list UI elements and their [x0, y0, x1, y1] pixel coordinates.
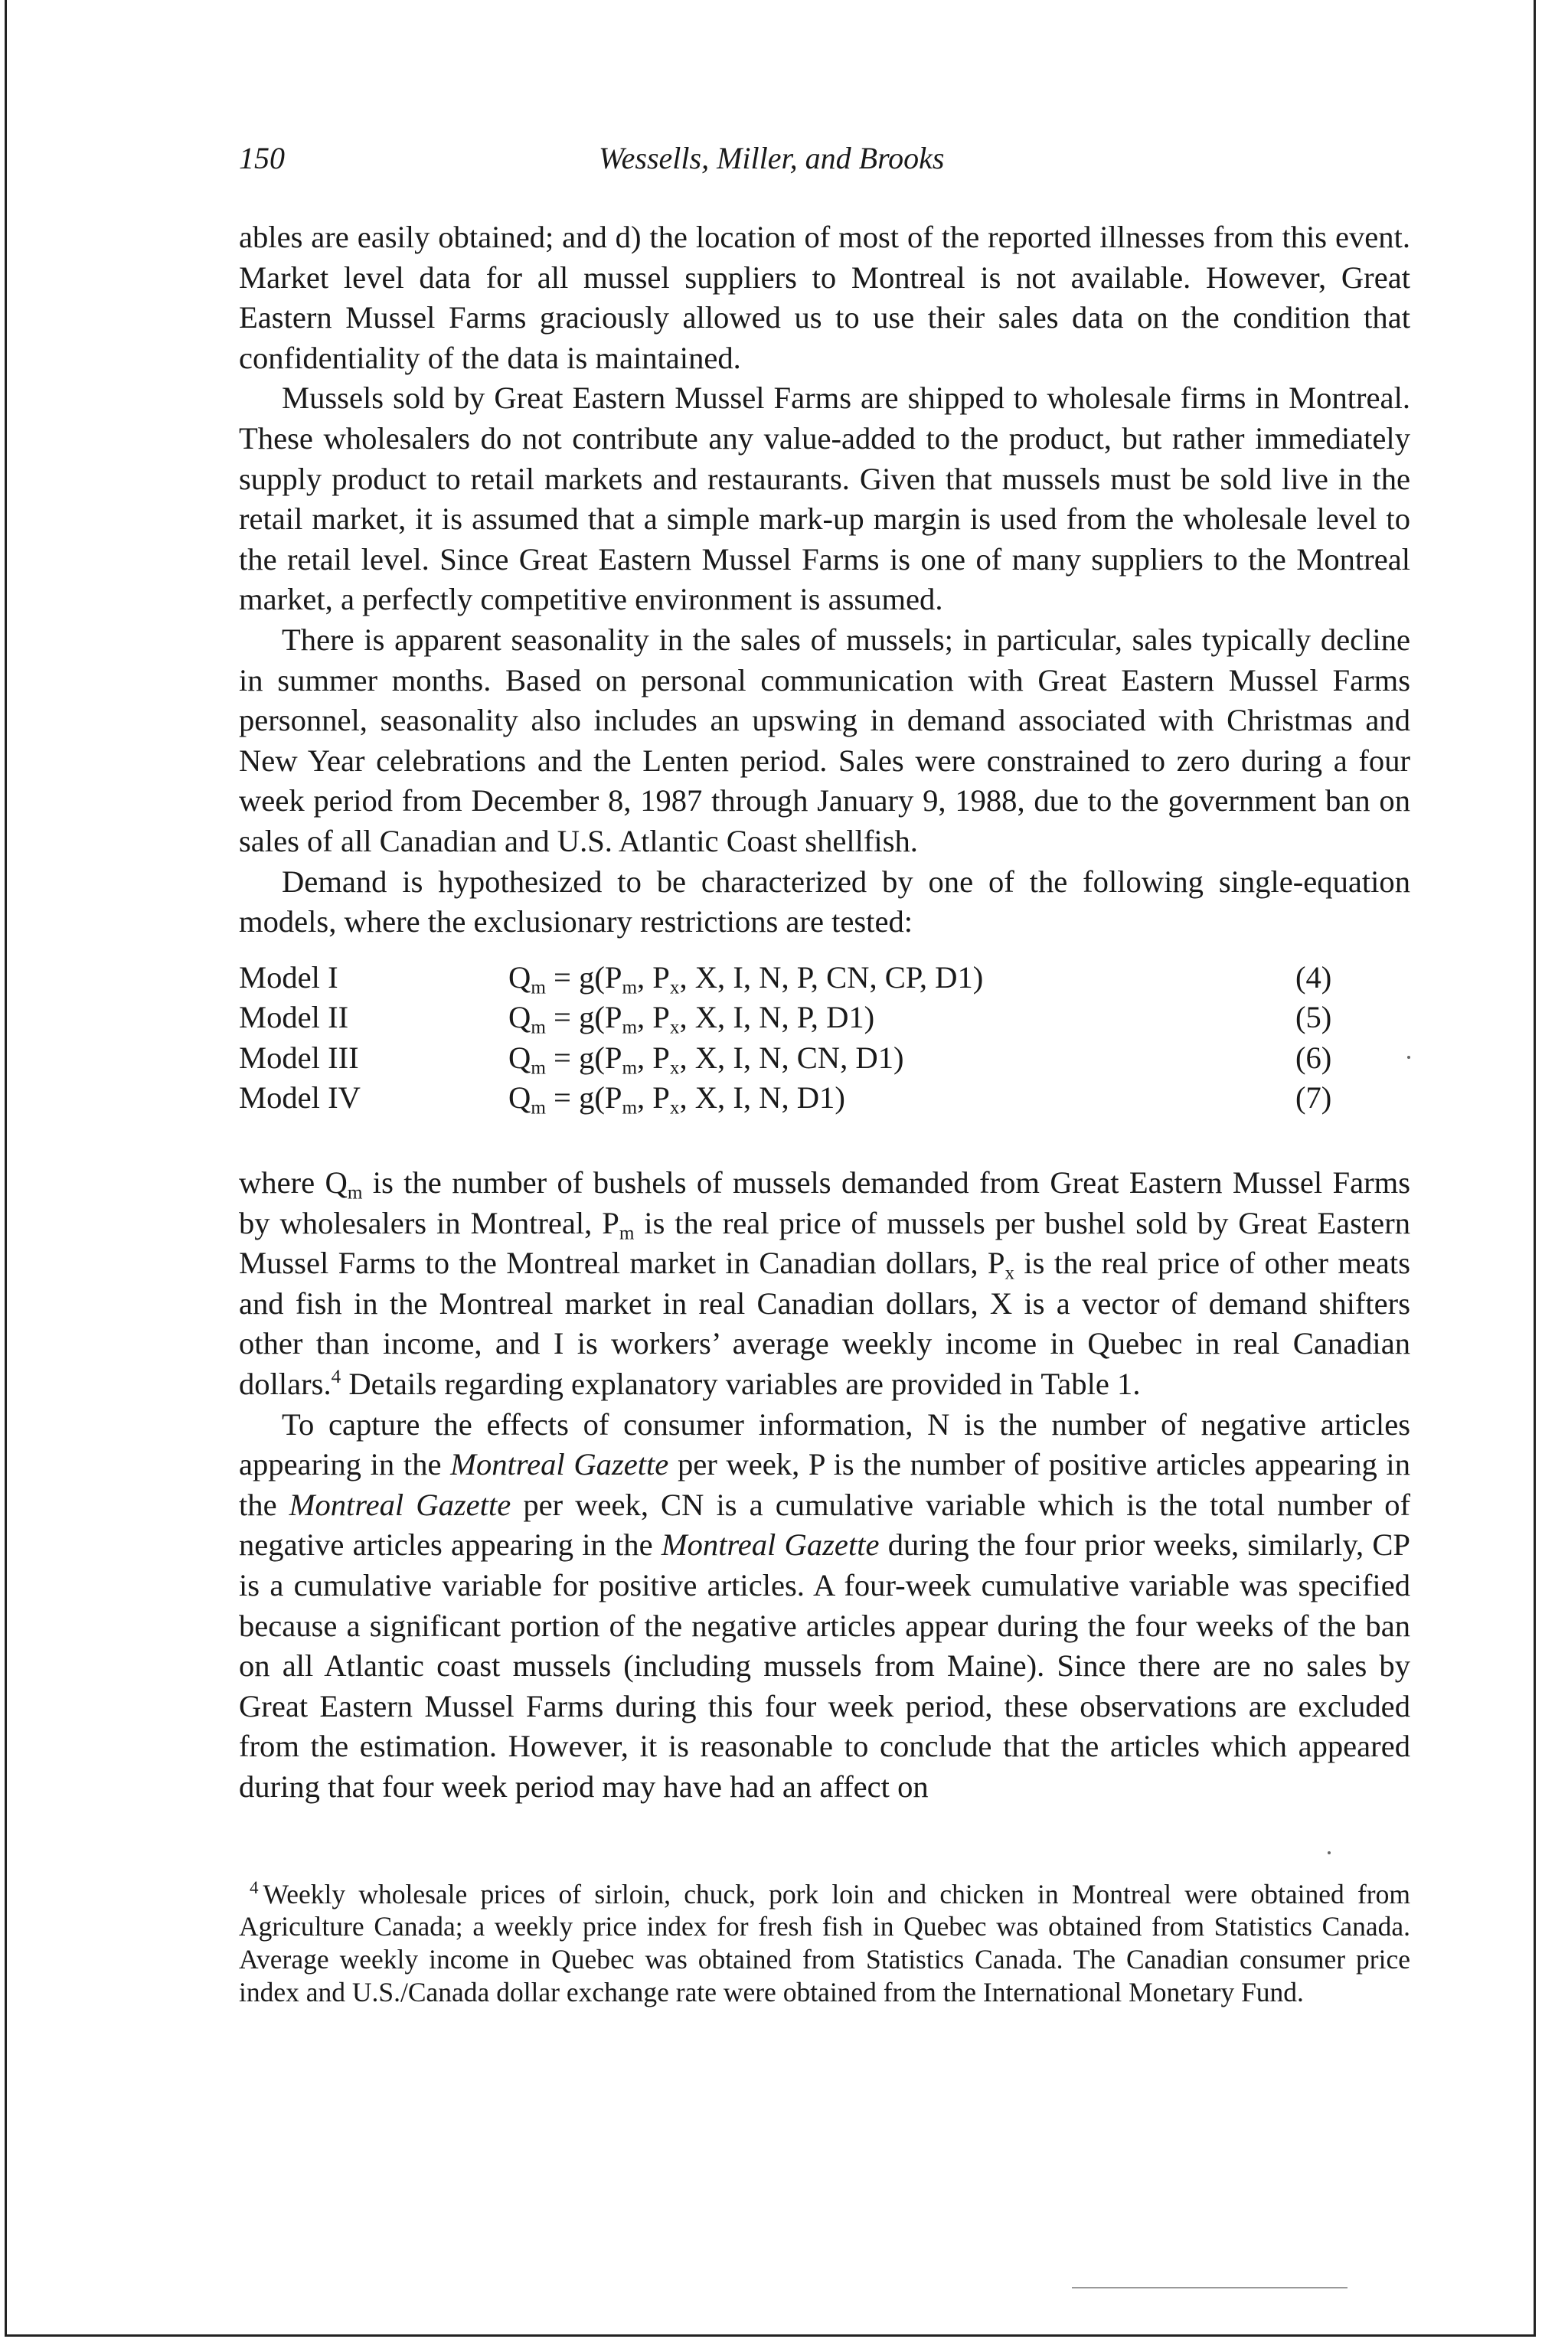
model-row: [239, 958, 1410, 998]
running-head: [239, 138, 1410, 194]
model-equation: $Q_m = g(P_m$, $P_x$, X, I, N, CN, D1): [508, 1040, 904, 1079]
paragraph-4: Demand is hypothesized to be characterized by one of the following single-equation models, where the exclusionary restrictions are tested:: [239, 864, 1410, 939]
equation-number: (7): [1295, 1080, 1332, 1116]
equation-number: (6): [1295, 1040, 1332, 1075]
model-row: [239, 1078, 1410, 1119]
equation-number: (4): [1295, 959, 1332, 995]
model-equation: $Q_m = g(P_m$, $P_x$, X, I, N, P, D1): [508, 1000, 875, 1038]
model-equation: $Q_m = g(P_m$, $P_x$, X, I, N, P, CN, CP, D1): [508, 959, 984, 998]
model-equation: $Q_m = g(P_m$, $P_x$, X, I, N, D1): [508, 1080, 845, 1119]
paragraph-5: where $Q_m$ is the number of bushels of mussels demanded from Great Eastern Mussel Farms by wholesalers in Montreal, $P_m$ is the real price of mussels per bushel sold by Great Eastern Mussel Farms to the Montreal market in Canadian dollars, $P_x$ is the real price of other meats and fish in the Montreal market in real Canadian dollars, X is a vector of demand shifters other than income, and I is workers’ average weekly income in Quebec in real Canadian dollars.$^4$ Details regarding explanatory variables are provided in Table 1.: [239, 1165, 1411, 1402]
model-name: Model III: [239, 1040, 359, 1075]
model-row: [239, 998, 1410, 1038]
paragraph-2: Mussels sold by Great Eastern Mussel Farms are shipped to wholesale firms in Montreal. These wholesalers do not contribute any value-added to the product, but rather immediately supply product to retail markets and restaurants. Given that mussels must be sold live in the retail market, it is assumed that a simple mark-up margin is used from the wholesale level to the retail level. Since Great Eastern Mussel Farms is one of many suppliers to the Montreal market, a perfectly competitive environment is assumed.: [239, 381, 1410, 617]
paragraph-6: To capture the effects of consumer information, N is the number of negative articles appearing in the Montreal Gazette per week, P is the number of positive articles appearing in the Montreal Gazette per week, CN is a cumulative variable which is the total number of negative articles appearing in the Montreal Gazette during the four prior weeks, similarly, CP is a cumulative variable for positive articles. A four-week cumulative variable was specified because a significant portion of the negative articles appear during the four weeks of the ban on all Atlantic coast mussels (including mussels from Maine). Since there are no sales by Great Eastern Mussel Farms during this four week period, these observations are excluded from the estimation. However, it is reasonable to conclude that the articles which appeared during that four week period may have had an affect on: [239, 1406, 1410, 1804]
model-name: Model IV: [239, 1080, 361, 1116]
model-row: [239, 1038, 1410, 1079]
footnote-text: $^4$ Weekly wholesale prices of sirloin, chuck, pork loin and chicken in Montreal were obtained from Agriculture Canada; a weekly price index for fresh fish in Quebec was obtained from Statistics Canada. Average weekly income in Quebec was obtained from Statistics Canada. The Canadian consumer price index and U.S./Canada dollar exchange rate were obtained from the International Monetary Fund.: [239, 1877, 1410, 2007]
model-name: Model II: [239, 1000, 349, 1035]
model-name: Model I: [239, 959, 338, 995]
paragraph-1: ables are easily obtained; and d) the location of most of the reported illnesses from this event. Market level data for all mussel suppliers to Montreal is not available. However, Great Eastern Mussel Farms graciously allowed us to use their sales data on the condition that confidentiality of the data is maintained.: [239, 220, 1410, 375]
footnote-reference: 4: [331, 1366, 341, 1387]
body-text: [239, 217, 1410, 1808]
equation-number: (5): [1295, 1000, 1332, 1035]
footnote: [239, 1878, 1410, 2009]
running-title: Wessells, Miller, and Brooks: [599, 141, 945, 175]
paragraph-3: There is apparent seasonality in the sales of mussels; in particular, sales typically decline in summer months. Based on personal communication with Great Eastern Mussel Farms personnel, seasonality also includes an upswing in demand associated with Christmas and New Year celebrations and the Lenten period. Sales were constrained to zero during a four week period from December 8, 1987 through January 9, 1988, due to the government ban on sales of all Canadian and U.S. Atlantic Coast shellfish.: [239, 622, 1410, 858]
scan-artifact-line: [1072, 2287, 1348, 2288]
model-equations: [239, 958, 1410, 1119]
page-column: [239, 138, 1410, 2009]
page-number: 150: [239, 141, 285, 175]
footnote-mark: 4: [250, 1877, 259, 1897]
